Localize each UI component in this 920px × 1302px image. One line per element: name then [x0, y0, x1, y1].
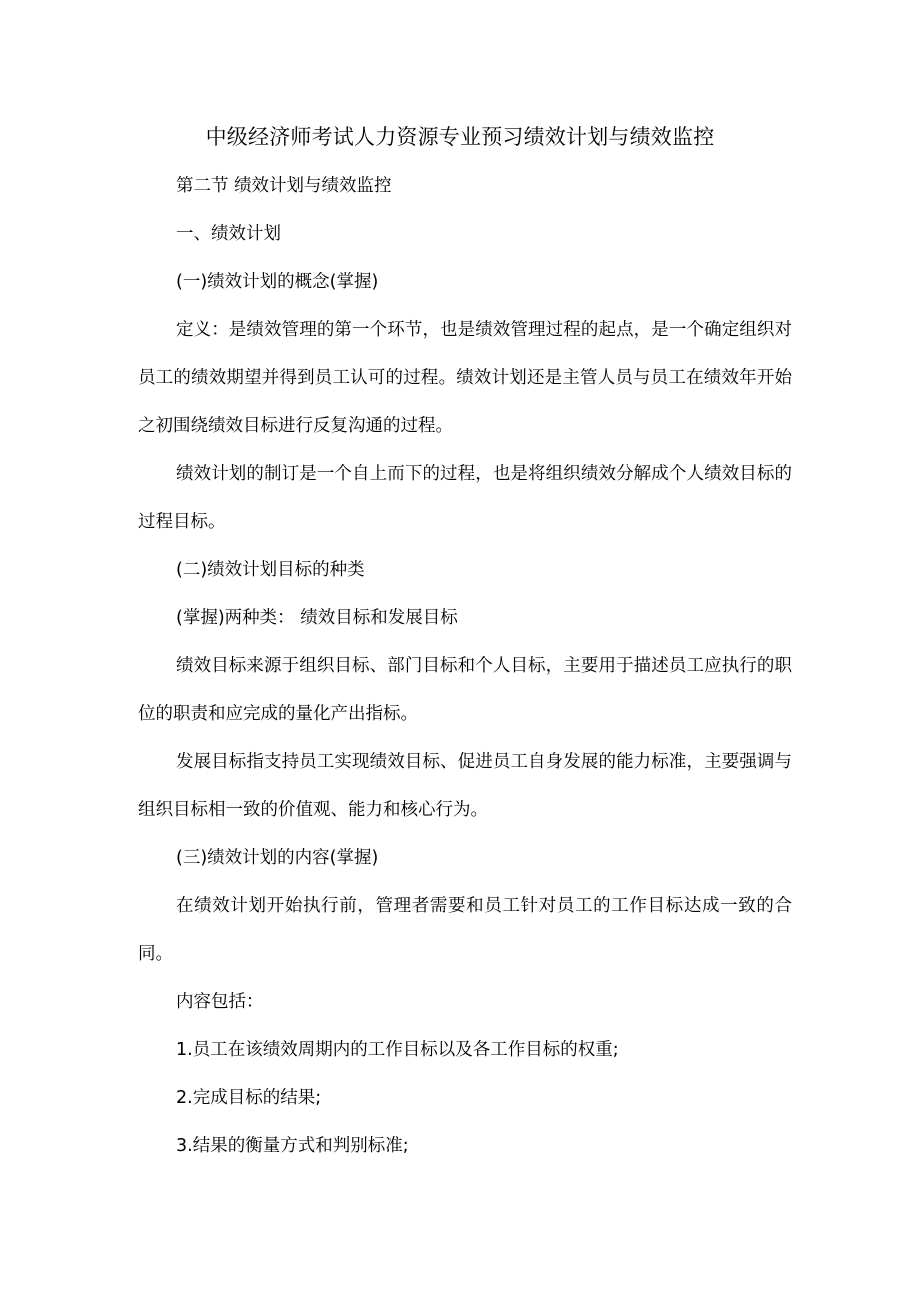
document-title: 中级经济师考试人力资源专业预习绩效计划与绩效监控: [205, 125, 715, 149]
body-paragraph: 内容包括：: [176, 992, 264, 1012]
list-item: 3.结果的衡量方式和判别标准;: [176, 1136, 409, 1156]
subsection-heading: 一、绩效计划: [176, 224, 281, 244]
body-paragraph: 绩效计划的制订是一个自上而下的过程，也是将组织绩效分解成个人绩效目标的过程目标。: [138, 464, 792, 532]
section-heading: 第二节 绩效计划与绩效监控: [176, 176, 392, 196]
body-paragraph: (掌握)两种类： 绩效目标和发展目标: [176, 608, 458, 628]
body-paragraph: 绩效目标来源于组织目标、部门目标和个人目标，主要用于描述员工应执行的职位的职责和应完成的量化产出指标。: [138, 656, 792, 724]
item-heading: (三)绩效计划的内容(掌握): [176, 848, 379, 868]
body-paragraph: 发展目标指支持员工实现绩效目标、促进员工自身发展的能力标准，主要强调与组织目标相一致的价值观、能力和核心行为。: [138, 752, 792, 820]
list-item: 1.员工在该绩效周期内的工作目标以及各工作目标的权重;: [176, 1040, 619, 1060]
list-item: 2.完成目标的结果;: [176, 1088, 322, 1108]
item-heading: (二)绩效计划目标的种类: [176, 560, 365, 580]
item-heading: (一)绩效计划的概念(掌握): [176, 272, 379, 292]
definition-paragraph: 定义：是绩效管理的第一个环节，也是绩效管理过程的起点，是一个确定组织对员工的绩效期望并得到员工认可的过程。绩效计划还是主管人员与员工在绩效年开始之初围绕绩效目标进行反复沟通的过程。: [138, 320, 792, 436]
body-paragraph: 在绩效计划开始执行前，管理者需要和员工针对员工的工作目标达成一致的合同。: [138, 896, 792, 964]
